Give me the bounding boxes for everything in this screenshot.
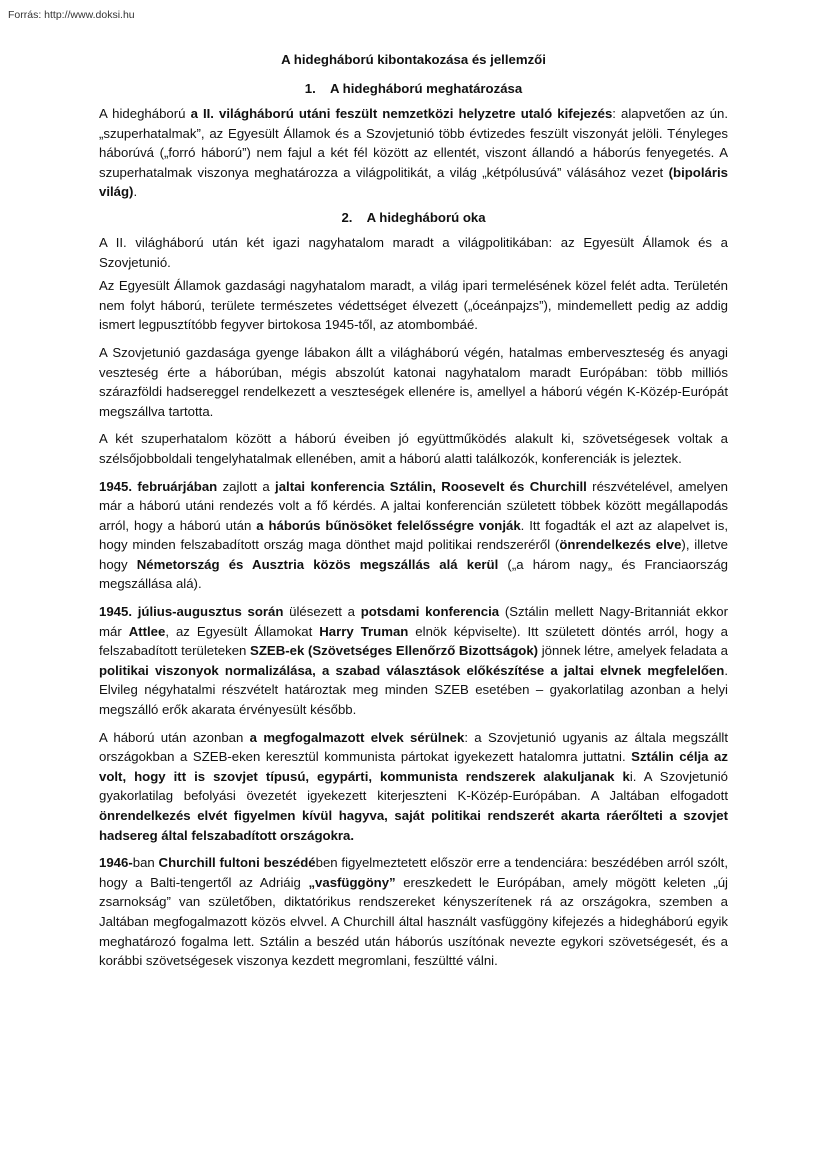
text-run: i. A Szovjetunió gyakorlatilag befolyási övezetét igyekezett kiterjeszteni K-Közép-Európában. A Jaltában elfogadott bbox=[99, 768, 728, 804]
section-number: 2. bbox=[341, 209, 353, 225]
text-run: Az Egyesült Államok gazdasági nagyhatalom maradt, a világ ipari termelésének közel felét adta. Területén nem folyt háború, területe természetes védettséget élvezett („óceánpajzs”), mindemellett pedig az addig ismert legpusztítóbb fegyver birtokosa 1945-től, az atombombáé. bbox=[99, 278, 728, 333]
bold-text-run: „vasfüggöny” bbox=[308, 874, 396, 890]
bold-text-run: politikai viszonyok normalizálása, a szabad választások előkészítése a jaltai elvnek megfelelően bbox=[99, 662, 725, 678]
source-note: Forrás: http://www.doksi.hu bbox=[8, 9, 135, 21]
text-run: A két szuperhatalom között a háború éveiben jó együttműködés alakult ki, szövetségesek voltak a szélsőjobboldali tengelyhatalmak ellenében, amit a háború alatti találkozók, konferenciák is jeleztek. bbox=[99, 431, 728, 466]
text-run: . Elvileg négyhatalmi részvételt határoztak meg minden SZEB esetében – gyakorlatilag azonban a helyi megszálló erők akarata érvényesült később. bbox=[99, 662, 728, 718]
text-run: ben figyelmeztetett először erre a tendenciára: beszédében arról szólt, hogy a Balti-tengertől az Adriáig bbox=[99, 855, 728, 890]
bold-text-run: 1945. februárjában bbox=[99, 478, 218, 494]
text-run: ereszkedett le Európában, amely mögött keleten „új zsarnokság” van születőben, diktatórikus rendszereket kényszerítenek rá az országokra, szemben a Jaltában megfogalmazott közös elvvel. A Churchill által használt vasfüggöny kifejezés a hidegháború egyik meghatározó fogalma lett. Sztálin a beszéd után háborús uszítónak nevezte egykori szövetségesét, és a korábbi szövetségesek viszonya kezdett megromlani, feszültté válni. bbox=[99, 874, 728, 969]
document-page bbox=[99, 52, 728, 979]
text-run: : a Szovjetunió ugyanis az általa megszállt országokban a SZEB-eken keresztül kommunista pártokat igyekezett hatalomra juttatni. bbox=[99, 729, 728, 765]
bold-text-run: Attlee bbox=[128, 623, 166, 639]
text-run: elnök képviselte). Itt született döntés arról, hogy a felszabadított területeken bbox=[99, 623, 728, 659]
bold-text-run: a háborús bűnösöket felelősségre vonják bbox=[256, 517, 521, 533]
text-run: A háború után azonban bbox=[99, 729, 250, 745]
section-title: A hidegháború meghatározása bbox=[329, 81, 523, 96]
text-run: A hidegháború bbox=[99, 106, 191, 121]
paragraph-potsdam bbox=[99, 602, 728, 720]
paragraph-principles-violated bbox=[99, 728, 728, 846]
paragraph-usa bbox=[99, 276, 728, 335]
text-run: zajlott a bbox=[217, 478, 276, 494]
paragraph-two-powers bbox=[99, 233, 728, 272]
section-number: 1. bbox=[304, 81, 316, 96]
bold-text-run: Harry Truman bbox=[319, 623, 409, 639]
text-run: , az Egyesült Államokat bbox=[165, 623, 320, 639]
bold-text-run: 1945. július-augusztus során bbox=[99, 604, 284, 620]
paragraph-soviet-union bbox=[99, 343, 728, 421]
bold-text-run: Németország és Ausztria közös megszállás alá kerül bbox=[136, 556, 499, 572]
bold-text-run: (bipoláris világ) bbox=[99, 164, 728, 200]
bold-text-run: önrendelkezés elvét figyelmen kívül hagyva, saját politikai rendszerét akarta ráerőlteti a szovjet hadsereg által felszabadított országokra. bbox=[99, 808, 728, 843]
text-run: (Sztálin mellett Nagy-Britanniát ekkor már bbox=[99, 604, 729, 639]
text-run: . Itt fogadták el azt az alapelvet is, hogy minden felszabadított ország maga dönthet majd politikai rendszeréről ( bbox=[99, 517, 729, 553]
text-run: ), illetve hogy bbox=[99, 537, 728, 572]
paragraph-alliance bbox=[99, 429, 728, 468]
text-run: A Szovjetunió gazdasága gyenge lábakon állt a világháború végén, hatalmas emberveszteség és anyagi veszteség érte a háborúban, mégis abszolút katonai nagyhatalom maradt Európában: több milliós szárazföldi hadsereggel rendelkezett a veszteségek ellenére is, amellyel a háború végén K-Közép-Európát megszállva tartotta. bbox=[99, 344, 728, 419]
text-run: : alapvetően az ún. „szuperhatalmak”, az Egyesült Államok és a Szovjetunió több évtizedes feszült viszonyát jelöli. Tényleges háborúvá („forró háború”) nem fajul a két fél között az ellentét, viszont állandó a háborús fenyegetés. A szuperhatalmak viszonya meghatározza a világpolitikát, a világ „kétpólusúvá” válásához vezet bbox=[99, 106, 728, 180]
text-run: részvételével, amelyen már a háború utáni rendezés volt a fő kérdés. A jaltai konferencián született többek között megállapodás arról, hogy a háború után bbox=[99, 478, 728, 533]
paragraph-fulton-speech bbox=[99, 853, 728, 971]
bold-text-run: a II. világháború utáni feszült nemzetközi helyzetre utaló kifejezés bbox=[190, 106, 613, 121]
bold-text-run: potsdami konferencia bbox=[360, 604, 500, 620]
text-run: A II. világháború után két igazi nagyhatalom maradt a világpolitikában: az Egyesült Államok és a Szovjetunió. bbox=[99, 234, 728, 270]
text-run: („a három nagy„ és Franciaország megszállása alá). bbox=[99, 556, 728, 592]
bold-text-run: a megfogalmazott elvek sérülnek bbox=[249, 729, 465, 745]
document-title: A hidegháború kibontakozása és jellemzői bbox=[281, 52, 546, 67]
text-run: jönnek létre, amelyek feladata a bbox=[538, 643, 728, 659]
bold-text-run: Sztálin célja az volt, hogy itt is szovjet típusú, egypárti, kommunista rendszerek alakuljanak k bbox=[99, 749, 728, 784]
section-heading-1 bbox=[99, 81, 728, 96]
bold-text-run: önrendelkezés elve bbox=[559, 537, 682, 553]
paragraph-definition bbox=[99, 104, 728, 202]
paragraph-yalta bbox=[99, 477, 728, 595]
bold-text-run: Churchill fultoni beszédé bbox=[158, 855, 316, 871]
section-heading-2 bbox=[99, 210, 728, 225]
text-run: . bbox=[133, 184, 138, 200]
text-run: ban bbox=[132, 855, 159, 871]
section-title: A hidegháború oka bbox=[366, 209, 486, 225]
bold-text-run: jaltai konferencia Sztálin, Roosevelt és Churchill bbox=[275, 478, 587, 494]
bold-text-run: SZEB-ek (Szövetséges Ellenőrző Bizottságok) bbox=[250, 643, 539, 659]
text-run: ülésezett a bbox=[283, 604, 361, 620]
bold-text-run: 1946- bbox=[99, 855, 133, 871]
